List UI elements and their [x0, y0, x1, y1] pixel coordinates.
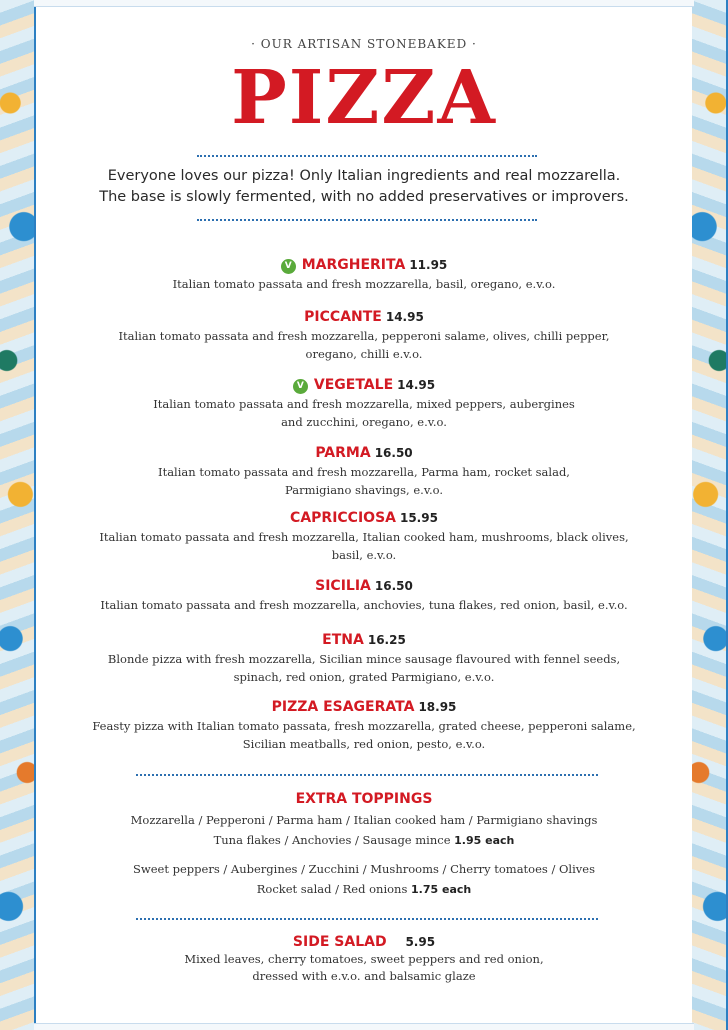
- side-salad-name: SIDE SALAD: [292, 934, 387, 950]
- intro-line-1: Everyone loves our pizza! Only Italian ingredients and real mozzarella.: [107, 168, 621, 184]
- menu-item: [34, 443, 694, 499]
- menu-item-price: 14.95: [397, 378, 436, 392]
- menu-item-description: [34, 327, 694, 363]
- menu-item-price: 14.95: [385, 310, 424, 324]
- extras-title: EXTRA TOPPINGS: [295, 791, 433, 807]
- menu-item-name: ETNA: [322, 632, 364, 648]
- menu-item-name: SICILIA: [315, 578, 371, 594]
- menu-item-name: VEGETALE: [313, 377, 394, 393]
- menu-item-heading: [34, 576, 694, 596]
- menu-item: [34, 697, 694, 753]
- menu-item: [34, 375, 694, 431]
- menu-item-description-line: basil, e.v.o.: [331, 548, 397, 562]
- menu-item-price: 18.95: [418, 700, 457, 714]
- extras-line-2: [34, 833, 694, 847]
- extras-line-4: [34, 882, 694, 896]
- decorative-tile-border-left: [0, 0, 36, 1030]
- menu-item-description-line: Italian tomato passata and fresh mozzarella, pepperoni salame, olives, chilli pepper,: [118, 329, 610, 343]
- menu-item-name: PIZZA ESAGERATA: [271, 699, 415, 715]
- side-salad-heading: [34, 934, 694, 950]
- menu-item-price: 15.95: [399, 511, 438, 525]
- menu-item-description-line: Feasty pizza with Italian tomato passata, fresh mozzarella, grated cheese, pepperoni salame,: [92, 719, 636, 733]
- menu-item: [34, 576, 694, 614]
- menu-item-description: [34, 717, 694, 753]
- menu-eyebrow: · OUR ARTISAN STONEBAKED ·: [251, 37, 477, 51]
- side-salad-line-2: dressed with e.v.o. and balsamic glaze: [252, 969, 476, 983]
- menu-item-description-line: Italian tomato passata and fresh mozzarella, basil, oregano, e.v.o.: [172, 277, 556, 291]
- menu-item-description-line: Sicilian meatballs, red onion, pesto, e.v.o.: [242, 737, 486, 751]
- menu-item-description-line: Italian tomato passata and fresh mozzarella, Italian cooked ham, mushrooms, black olives,: [99, 530, 629, 544]
- decorative-tile-border-right: [692, 0, 728, 1030]
- vegetarian-icon: V: [281, 259, 296, 274]
- divider-top: [197, 155, 537, 157]
- menu-item-description: [34, 528, 694, 564]
- menu-item-description-line: and zucchini, oregano, e.v.o.: [281, 415, 447, 429]
- vegetarian-icon: V: [293, 379, 308, 394]
- menu-item-description-line: oregano, chilli e.v.o.: [305, 347, 423, 361]
- extras-line-4-text: Rocket salad / Red onions: [256, 882, 408, 896]
- menu-item: [34, 630, 694, 686]
- menu-item-description-line: Italian tomato passata and fresh mozzarella, anchovies, tuna flakes, red onion, basil, e.v.o.: [100, 598, 628, 612]
- menu-item-heading: [34, 443, 694, 463]
- side-salad-line-1: Mixed leaves, cherry tomatoes, sweet peppers and red onion,: [184, 952, 544, 966]
- menu-item-price: 11.95: [409, 258, 448, 272]
- extras-price-1: 1.95 each: [454, 834, 515, 847]
- side-salad-price: 5.95: [405, 935, 436, 949]
- menu-item-description-line: Blonde pizza with fresh mozzarella, Sicilian mince sausage flavoured with fennel seeds,: [107, 652, 621, 666]
- menu-page: [34, 0, 694, 1030]
- menu-item-name: PARMA: [315, 445, 371, 461]
- menu-item-name: PICCANTE: [304, 309, 382, 325]
- extras-line-3: Sweet peppers / Aubergines / Zucchini / Mushrooms / Cherry tomatoes / Olives: [133, 862, 595, 876]
- menu-item-description-line: Parmigiano shavings, e.v.o.: [285, 483, 443, 497]
- menu-item-description-line: Italian tomato passata and fresh mozzarella, Parma ham, rocket salad,: [158, 465, 570, 479]
- extras-price-2: 1.75 each: [411, 883, 472, 896]
- menu-item-description-line: spinach, red onion, grated Parmigiano, e.v.o.: [233, 670, 495, 684]
- menu-item-description: [34, 395, 694, 431]
- menu-item-description: [34, 596, 694, 614]
- menu-item: [34, 255, 694, 293]
- menu-item-price: 16.50: [374, 446, 413, 460]
- menu-item-heading: [34, 255, 694, 275]
- divider-extras: [136, 774, 598, 776]
- menu-item-heading: [34, 508, 694, 528]
- intro-text: [34, 166, 694, 208]
- menu-item-price: 16.25: [367, 633, 406, 647]
- intro-line-2: The base is slowly fermented, with no added preservatives or improvers.: [99, 189, 629, 205]
- divider-salad: [136, 918, 598, 920]
- menu-item-heading: [34, 307, 694, 327]
- menu-item-heading: [34, 630, 694, 650]
- menu-item-price: 16.50: [374, 579, 413, 593]
- menu-item: [34, 307, 694, 363]
- menu-item-heading: [34, 375, 694, 395]
- menu-item: [34, 508, 694, 564]
- menu-item-name: CAPRICCIOSA: [290, 510, 396, 526]
- menu-item-description-line: Italian tomato passata and fresh mozzarella, mixed peppers, aubergines: [153, 397, 575, 411]
- menu-item-description: [34, 275, 694, 293]
- divider-intro: [197, 219, 537, 221]
- extras-line-2-text: Tuna flakes / Anchovies / Sausage mince: [213, 833, 451, 847]
- menu-item-heading: [34, 697, 694, 717]
- menu-item-name: MARGHERITA: [301, 257, 406, 273]
- extras-line-1: Mozzarella / Pepperoni / Parma ham / Italian cooked ham / Parmigiano shavings: [130, 813, 598, 827]
- menu-item-description: [34, 463, 694, 499]
- menu-item-description: [34, 650, 694, 686]
- menu-title: PIZZA: [231, 55, 497, 141]
